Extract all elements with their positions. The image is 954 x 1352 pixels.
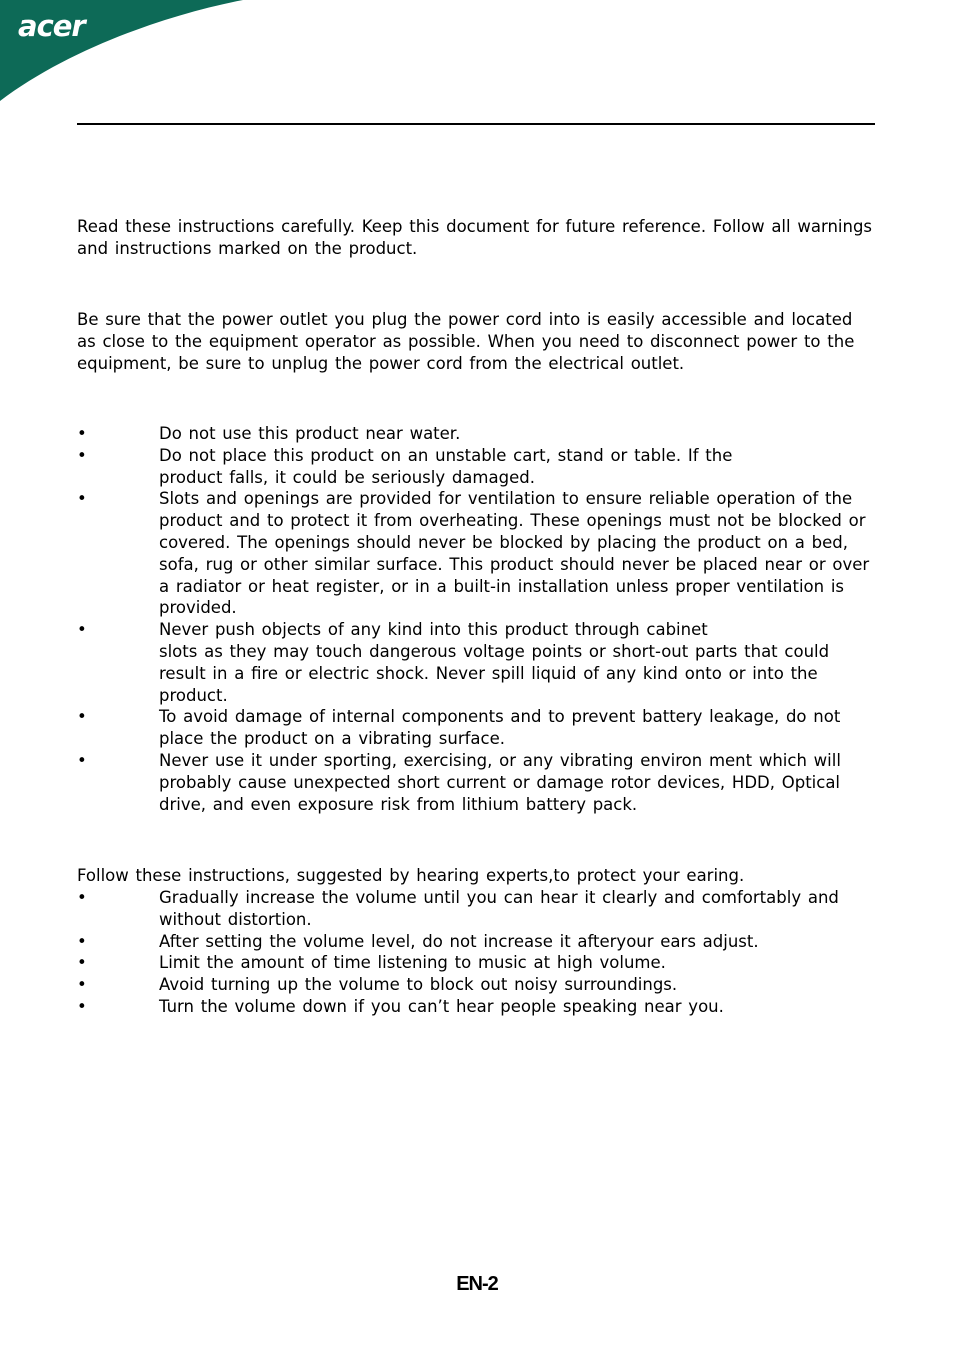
bullet-dot: • (77, 931, 87, 951)
bullet-dot: • (77, 953, 87, 973)
list-item-text: Do not use this product near water. (159, 424, 461, 443)
list-item-text: Do not place this product on an unstable cart, stand or table. If the product falls, it could be seriously damaged. (159, 445, 733, 487)
hearing-intro: Follow these instructions, suggested by hearing experts,to protect your earing. (77, 866, 745, 885)
list-item (77, 952, 877, 974)
bullet-dot: • (77, 424, 87, 443)
header-divider (77, 123, 875, 125)
bullet-dot: • (77, 996, 87, 1016)
list-item (77, 887, 877, 931)
list-item-text: To avoid damage of internal components and to prevent battery leakage, do not place the product on a vibrating surface. (159, 707, 841, 749)
list-item (77, 445, 877, 489)
acer-logo: acer (18, 9, 85, 43)
list-item (77, 706, 877, 750)
bullet-dot: • (77, 445, 87, 465)
list-item-text: Gradually increase the volume until you can hear it clearly and comfortably and without distortion. (159, 888, 839, 929)
list-item (77, 931, 877, 953)
list-item-text: Never use it under sporting, exercising, or any vibrating environ ment which will probably cause unexpected short current or damage rotor devices, HDD, Optical drive, and even exposure risk from lithium battery pack. (159, 750, 841, 814)
list-item (77, 750, 877, 815)
list-item (77, 423, 877, 445)
list-item (77, 974, 877, 996)
list-item-text: Slots and openings are provided for ventilation to ensure reliable operation of the product and to protect it from overheating. These openings must not be blocked or covered. The openings should never be blocked by placing the product on a bed, sofa, rug or other similar surface. This product should never be placed near or over a radiator or heat register, or in a built-in installation unless proper ventilation is provided. (159, 489, 870, 618)
list-item-text: Avoid turning up the volume to block out noisy surroundings. (159, 975, 678, 995)
bullet-dot: • (77, 707, 87, 727)
list-item (77, 488, 877, 619)
bullet-dot: • (77, 975, 87, 995)
list-item (77, 996, 877, 1018)
hearing-list (77, 887, 877, 1018)
list-item-text: Turn the volume down if you can’t hear people speaking near you. (159, 996, 724, 1016)
bullet-dot: • (77, 888, 87, 907)
power-cord-paragraph: Be sure that the power outlet you plug the power cord into is easily accessible and located as close to the equipment operator as possible. When you need to disconnect power to the equipment, be sure to unplug the power cord from the electrical outlet. (77, 310, 855, 373)
list-item (77, 619, 877, 706)
bullet-dot: • (77, 620, 87, 640)
bullet-dot: • (77, 750, 87, 770)
page-number: EN-2 (456, 1273, 498, 1295)
list-item-text: Limit the amount of time listening to music at high volume. (159, 953, 666, 973)
bullet-dot: • (77, 489, 87, 509)
caution-list (77, 423, 877, 815)
intro-paragraph: Read these instructions carefully. Keep this document for future reference. Follow all warnings and instructions marked on the product. (77, 217, 873, 258)
list-item-text: After setting the volume level, do not increase it afteryour ears adjust. (159, 931, 759, 951)
list-item-text: Never push objects of any kind into this product through cabinet slots as they may touch dangerous voltage points or short-out parts that could result in a fire or electric shock. Never spill liquid of any kind onto or into the product. (159, 620, 830, 705)
